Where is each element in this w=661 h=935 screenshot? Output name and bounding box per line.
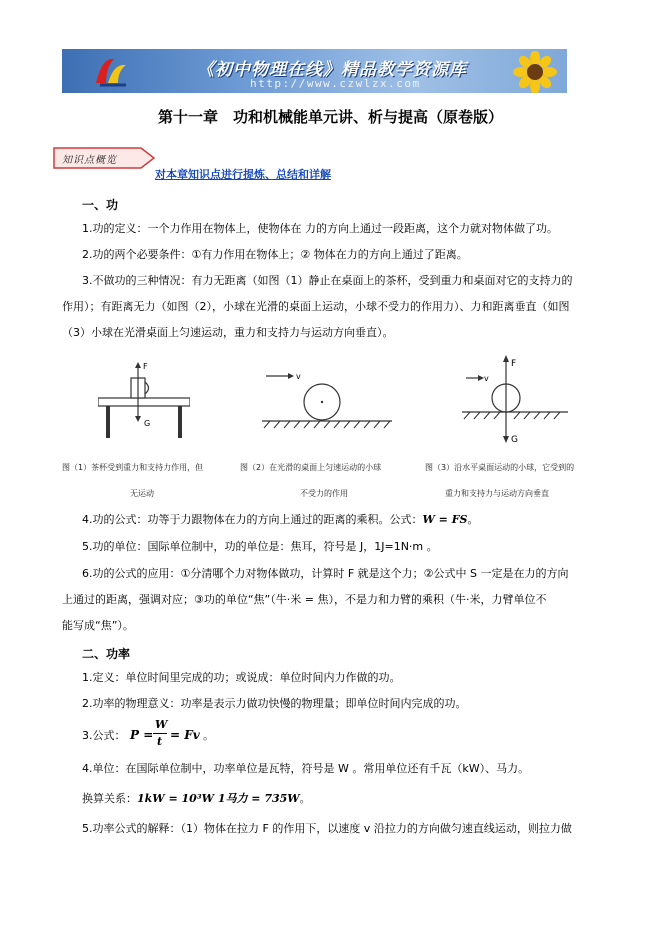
velocity-label-v: v (296, 372, 301, 381)
formula: 1kW = 10³W 1马力 = 735W (137, 792, 300, 805)
section-heading-work: 一、功 (82, 198, 119, 212)
fraction-bar (153, 733, 167, 734)
paragraph: 2.功率的物理意义：功率是表示力做功快慢的物理量；即单位时间内完成的功。 (82, 697, 467, 710)
text: 4.功的公式：功等于力跟物体在力的方向上通过的距离的乘积。公式： (82, 513, 423, 526)
banner-title: 《初中物理在线》精品教学资源库 (197, 60, 467, 80)
figure-caption: 重力和支持力与运动方向垂直 (445, 489, 549, 498)
text: 。 (467, 513, 479, 526)
formula: W = FS (422, 513, 468, 526)
knowledge-badge-label: 知识点概览 (62, 155, 117, 166)
force-label-G: G (144, 419, 151, 428)
paragraph: 1.功的定义：一个力作用在物体上，使物体在 力的方向上通过一段距离，这个力就对物体做了功。 (82, 222, 558, 235)
text: 换算关系： (82, 792, 137, 805)
paragraph (82, 789, 311, 809)
paragraph: 作用）；有距离无力（如图（2），小球在光滑的桌面上运动，小球不受力的作用力）、力和距离垂直（如图 (62, 300, 570, 313)
formula-denominator: t (157, 735, 163, 748)
site-logo-icon (92, 53, 130, 89)
formula: = Fv (170, 728, 200, 742)
figure-ball-forces (462, 352, 572, 446)
sunflower-icon (507, 51, 559, 93)
velocity-label-v: v (484, 374, 489, 383)
paragraph: 4.单位：在国际单位制中，功率单位是瓦特，符号是 W 。常用单位还有千瓦（kW）、马力。 (82, 762, 530, 775)
formula: P = (130, 728, 154, 742)
paragraph: （3）小球在光滑桌面上匀速运动，重力和支持力与运动方向垂直）。 (62, 326, 394, 339)
text: 。 (299, 792, 311, 805)
figure-cup-on-table (98, 360, 190, 440)
figure-ball-moving (262, 366, 392, 434)
paragraph: 2.功的两个必要条件：①有力作用在物体上；② 物体在力的方向上通过了距离。 (82, 248, 468, 261)
paragraph: 1.定义：单位时间里完成的功；或说成：单位时间内力作做的功。 (82, 671, 401, 684)
paragraph: 上通过的距离，强调对应；③功的单位“焦”（牛·米 = 焦），不是力和力臂的乘积（牛·米，力臂单位不 (62, 593, 547, 606)
figure-caption: 图（3）沿水平桌面运动的小球，它受到的 (425, 463, 575, 472)
figure-caption: 不受力的作用 (300, 489, 348, 498)
text: 。 (203, 729, 214, 742)
paragraph: 3.公式： (82, 729, 126, 742)
paragraph: 5.功率公式的解释：（1）物体在拉力 F 的作用下，以速度 v 沿拉力的方向做匀速直线运动，则拉力做 (82, 822, 572, 835)
header-banner (62, 49, 567, 93)
paragraph: 能写成“焦”）。 (62, 619, 134, 632)
paragraph: 5.功的单位：国际单位制中，功的单位是：焦耳，符号是 J，1J=1N·m 。 (82, 540, 438, 553)
banner-url[interactable]: http://www.czwlzx.com (250, 77, 421, 90)
force-label-F: F (143, 362, 148, 371)
knowledge-badge-link[interactable]: 对本章知识点进行提炼、总结和详解 (155, 168, 331, 181)
paragraph: 3.不做功的三种情况：有力无距离（如图（1）静止在桌面上的茶杯，受到重力和桌面对它的支持力的 (82, 274, 573, 287)
figure-caption: 无运动 (130, 489, 154, 498)
formula-numerator: W (155, 718, 168, 731)
figure-caption: 图（2）在光滑的桌面上匀速运动的小球 (240, 463, 382, 472)
force-label-G: G (511, 435, 518, 445)
paragraph (82, 510, 478, 530)
paragraph: 6.功的公式的应用：①分清哪个力对物体做功，计算时 F 就是这个力；②公式中 S 一定是在力的方向 (82, 567, 569, 580)
force-label-F: F (511, 359, 517, 369)
section-heading-power: 二、功率 (82, 647, 131, 661)
figure-caption: 图（1）茶杯受到重力和支持力作用，但 (62, 463, 204, 472)
page-title: 第十一章 功和机械能单元讲、析与提高（原卷版） (157, 108, 503, 126)
